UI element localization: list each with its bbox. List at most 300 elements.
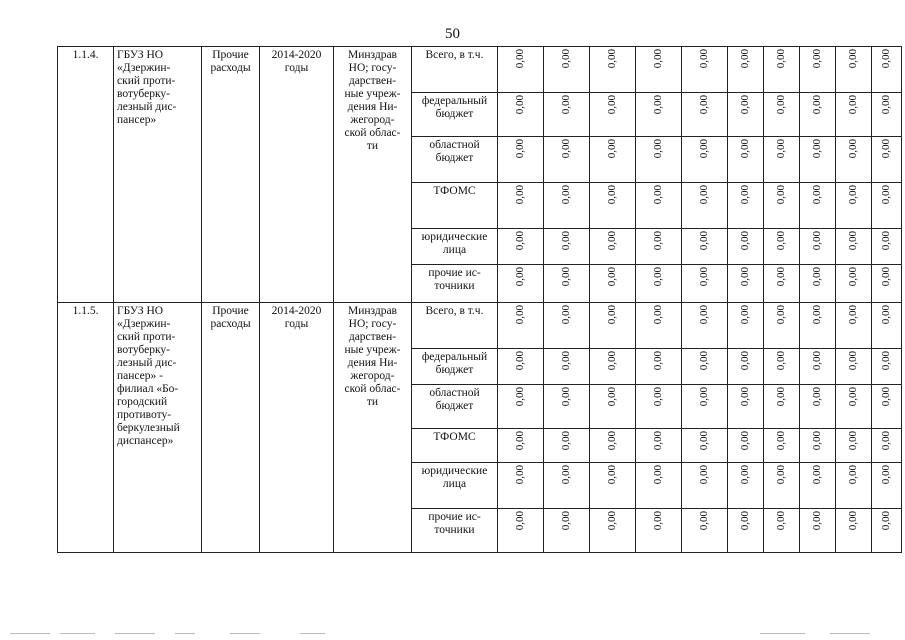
amount-cell (498, 385, 544, 429)
amount-value: 0,00 (880, 465, 892, 485)
amount-cell (836, 429, 872, 463)
amount-value: 0,00 (739, 139, 751, 159)
period-line: 2014-2020 (271, 49, 322, 61)
funding-source-line: областной (429, 139, 480, 151)
funding-source-line: прочие ис- (428, 511, 481, 523)
amount-value: 0,00 (560, 267, 572, 287)
amount-cell (682, 463, 728, 509)
amount-value: 0,00 (698, 231, 710, 251)
amount-value: 0,00 (811, 231, 823, 251)
executor-line: дарствен- (348, 331, 397, 343)
amount-value: 0,00 (739, 305, 751, 325)
amount-value: 0,00 (514, 305, 526, 325)
amount-value: 0,00 (560, 231, 572, 251)
amount-value: 0,00 (811, 465, 823, 485)
amount-value: 0,00 (514, 431, 526, 451)
amount-cell (544, 137, 590, 183)
amount-cell (764, 265, 800, 303)
amount-value: 0,00 (739, 351, 751, 371)
amount-cell (764, 183, 800, 229)
funding-source (412, 137, 498, 183)
amount-value: 0,00 (560, 511, 572, 531)
amount-value: 0,00 (514, 351, 526, 371)
amount-cell (764, 429, 800, 463)
amount-cell (836, 303, 872, 349)
amount-cell (728, 463, 764, 509)
amount-cell (636, 303, 682, 349)
amount-value: 0,00 (560, 139, 572, 159)
amount-value: 0,00 (811, 511, 823, 531)
amount-cell (636, 385, 682, 429)
amount-cell (872, 93, 902, 137)
table-row (58, 303, 902, 349)
amount-value: 0,00 (606, 431, 618, 451)
amount-value: 0,00 (652, 305, 664, 325)
amount-cell (800, 93, 836, 137)
amount-value: 0,00 (514, 511, 526, 531)
executor-line: ти (366, 396, 379, 408)
amount-cell (728, 303, 764, 349)
amount-cell (800, 463, 836, 509)
amount-cell (872, 47, 902, 93)
organization-line: противоту- (117, 409, 172, 421)
amount-value: 0,00 (606, 95, 618, 115)
amount-value: 0,00 (739, 387, 751, 407)
amount-value: 0,00 (847, 511, 859, 531)
amount-cell (872, 229, 902, 265)
amount-value: 0,00 (880, 511, 892, 531)
amount-value: 0,00 (811, 267, 823, 287)
executor (334, 47, 412, 303)
executor-line: ской облас- (344, 383, 401, 395)
amount-value: 0,00 (514, 387, 526, 407)
amount-cell (836, 47, 872, 93)
amount-cell (544, 349, 590, 385)
period-line: 2014-2020 (271, 305, 322, 317)
amount-value: 0,00 (847, 95, 859, 115)
amount-cell (636, 183, 682, 229)
amount-cell (682, 509, 728, 553)
amount-value: 0,00 (880, 49, 892, 69)
amount-value: 0,00 (560, 95, 572, 115)
funding-source (412, 385, 498, 429)
executor-line: дарствен- (348, 75, 397, 87)
period (260, 303, 334, 553)
amount-value: 0,00 (698, 305, 710, 325)
amount-value: 0,00 (880, 139, 892, 159)
period-line: годы (284, 62, 309, 74)
organization-line: вотуберку- (117, 344, 170, 356)
amount-value: 0,00 (775, 351, 787, 371)
amount-value: 0,00 (775, 511, 787, 531)
executor-line: Минздрав (347, 49, 397, 61)
amount-cell (498, 303, 544, 349)
amount-value: 0,00 (514, 185, 526, 205)
funding-source (412, 509, 498, 553)
amount-value: 0,00 (847, 267, 859, 287)
amount-value: 0,00 (811, 185, 823, 205)
amount-cell (682, 265, 728, 303)
amount-cell (682, 429, 728, 463)
amount-value: 0,00 (847, 431, 859, 451)
executor-line: ти (366, 140, 379, 152)
funding-source (412, 183, 498, 229)
amount-value: 0,00 (775, 387, 787, 407)
scan-artifacts (0, 630, 905, 634)
amount-cell (636, 429, 682, 463)
amount-cell (590, 183, 636, 229)
funding-source-line: юридические (421, 231, 488, 243)
amount-cell (498, 93, 544, 137)
funding-source-line: прочие ис- (428, 267, 481, 279)
amount-value: 0,00 (652, 185, 664, 205)
funding-source (412, 303, 498, 349)
amount-value: 0,00 (606, 511, 618, 531)
amount-cell (800, 349, 836, 385)
amount-cell (682, 183, 728, 229)
amount-cell (872, 385, 902, 429)
amount-value: 0,00 (811, 351, 823, 371)
expense-type (202, 303, 260, 553)
amount-cell (590, 93, 636, 137)
amount-cell (498, 463, 544, 509)
amount-value: 0,00 (811, 95, 823, 115)
amount-cell (836, 229, 872, 265)
amount-value: 0,00 (560, 185, 572, 205)
amount-cell (872, 429, 902, 463)
amount-cell (836, 463, 872, 509)
expense-line: расходы (210, 62, 251, 74)
amount-cell (590, 429, 636, 463)
amount-cell (590, 385, 636, 429)
amount-value: 0,00 (775, 139, 787, 159)
funding-source (412, 229, 498, 265)
amount-value: 0,00 (880, 185, 892, 205)
amount-value: 0,00 (739, 185, 751, 205)
amount-value: 0,00 (847, 387, 859, 407)
expense-type (202, 47, 260, 303)
amount-cell (872, 509, 902, 553)
executor-line: ской облас- (344, 127, 401, 139)
amount-value: 0,00 (606, 351, 618, 371)
funding-source (412, 47, 498, 93)
amount-value: 0,00 (698, 95, 710, 115)
amount-cell (872, 303, 902, 349)
amount-value: 0,00 (514, 231, 526, 251)
organization-line: филиал «Бо- (117, 383, 179, 395)
amount-cell (764, 137, 800, 183)
funding-source-line: ТФОМС (433, 185, 476, 197)
organization-line: вотуберку- (117, 88, 170, 100)
amount-cell (590, 265, 636, 303)
amount-cell (872, 349, 902, 385)
amount-cell (498, 183, 544, 229)
amount-cell (800, 183, 836, 229)
amount-value: 0,00 (880, 387, 892, 407)
expense-line: расходы (210, 318, 251, 330)
item-number: 1.1.4. (58, 47, 114, 303)
amount-value: 0,00 (560, 351, 572, 371)
amount-cell (800, 137, 836, 183)
amount-value: 0,00 (606, 49, 618, 69)
amount-value: 0,00 (739, 431, 751, 451)
amount-cell (682, 229, 728, 265)
funding-source-line: федеральный (421, 95, 488, 107)
amount-cell (728, 47, 764, 93)
funding-table-body (58, 47, 902, 553)
amount-cell (836, 137, 872, 183)
amount-value: 0,00 (560, 49, 572, 69)
amount-cell (636, 349, 682, 385)
funding-source-line: федеральный (421, 351, 488, 363)
amount-cell (590, 349, 636, 385)
amount-cell (836, 509, 872, 553)
amount-cell (590, 303, 636, 349)
amount-cell (728, 265, 764, 303)
amount-cell (636, 463, 682, 509)
executor-line: дения Ни- (347, 357, 398, 369)
amount-value: 0,00 (514, 465, 526, 485)
amount-value: 0,00 (560, 465, 572, 485)
funding-source-line: бюджет (435, 400, 474, 412)
amount-cell (682, 349, 728, 385)
amount-cell (544, 183, 590, 229)
funding-source-line: бюджет (435, 108, 474, 120)
amount-value: 0,00 (739, 49, 751, 69)
organization-line: ский проти- (117, 331, 176, 343)
amount-cell (728, 93, 764, 137)
funding-source-line: юридические (421, 465, 488, 477)
amount-cell (544, 463, 590, 509)
amount-value: 0,00 (514, 267, 526, 287)
amount-cell (800, 265, 836, 303)
amount-cell (872, 265, 902, 303)
amount-cell (498, 509, 544, 553)
amount-cell (682, 47, 728, 93)
amount-value: 0,00 (652, 139, 664, 159)
amount-value: 0,00 (606, 267, 618, 287)
amount-value: 0,00 (811, 49, 823, 69)
funding-source-line: Всего, в т.ч. (425, 305, 484, 317)
amount-cell (836, 183, 872, 229)
amount-value: 0,00 (560, 387, 572, 407)
funding-source-line: лица (442, 478, 467, 490)
amount-value: 0,00 (775, 465, 787, 485)
funding-table (57, 46, 902, 553)
amount-cell (836, 265, 872, 303)
amount-cell (764, 47, 800, 93)
funding-source (412, 429, 498, 463)
amount-value: 0,00 (514, 49, 526, 69)
amount-cell (872, 183, 902, 229)
amount-cell (800, 429, 836, 463)
amount-cell (728, 385, 764, 429)
executor-line: ные учреж- (344, 344, 401, 356)
amount-cell (636, 137, 682, 183)
funding-source-line: ТФОМС (433, 431, 476, 443)
amount-value: 0,00 (847, 139, 859, 159)
amount-cell (544, 509, 590, 553)
amount-value: 0,00 (698, 351, 710, 371)
period (260, 47, 334, 303)
amount-cell (498, 47, 544, 93)
amount-value: 0,00 (698, 465, 710, 485)
amount-value: 0,00 (560, 305, 572, 325)
amount-value: 0,00 (698, 49, 710, 69)
amount-cell (590, 509, 636, 553)
organization-line: беркулезный (117, 422, 180, 434)
amount-cell (682, 137, 728, 183)
item-number: 1.1.5. (58, 303, 114, 553)
amount-value: 0,00 (698, 185, 710, 205)
amount-value: 0,00 (652, 351, 664, 371)
amount-value: 0,00 (514, 139, 526, 159)
executor (334, 303, 412, 553)
funding-source-line: лица (442, 244, 467, 256)
amount-cell (800, 47, 836, 93)
amount-cell (872, 463, 902, 509)
amount-cell (836, 93, 872, 137)
organization-line: ГБУЗ НО (117, 49, 164, 61)
organization-line: городский (117, 396, 168, 408)
amount-value: 0,00 (698, 387, 710, 407)
organization-line: «Дзержин- (117, 318, 171, 330)
amount-value: 0,00 (775, 231, 787, 251)
organization-line: ский проти- (117, 75, 176, 87)
amount-value: 0,00 (739, 231, 751, 251)
organization-line: ГБУЗ НО (117, 305, 164, 317)
organization-line: лезный дис- (117, 101, 177, 113)
amount-cell (728, 183, 764, 229)
period-line: годы (284, 318, 309, 330)
amount-cell (764, 463, 800, 509)
amount-cell (544, 429, 590, 463)
amount-cell (498, 265, 544, 303)
amount-value: 0,00 (847, 305, 859, 325)
funding-source (412, 349, 498, 385)
amount-value: 0,00 (775, 95, 787, 115)
amount-value: 0,00 (652, 95, 664, 115)
amount-cell (682, 385, 728, 429)
amount-value: 0,00 (811, 387, 823, 407)
amount-value: 0,00 (652, 465, 664, 485)
amount-value: 0,00 (652, 267, 664, 287)
amount-value: 0,00 (698, 511, 710, 531)
amount-cell (682, 303, 728, 349)
amount-value: 0,00 (739, 95, 751, 115)
executor-line: НО; госу- (348, 318, 397, 330)
amount-cell (590, 137, 636, 183)
amount-cell (764, 303, 800, 349)
amount-value: 0,00 (811, 139, 823, 159)
amount-cell (764, 93, 800, 137)
funding-source (412, 265, 498, 303)
amount-cell (728, 137, 764, 183)
amount-value: 0,00 (811, 431, 823, 451)
amount-value: 0,00 (739, 465, 751, 485)
executor-line: НО; госу- (348, 62, 397, 74)
amount-cell (498, 229, 544, 265)
amount-value: 0,00 (880, 351, 892, 371)
amount-cell (836, 349, 872, 385)
amount-cell (800, 303, 836, 349)
amount-cell (544, 93, 590, 137)
organization-line: «Дзержин- (117, 62, 171, 74)
executor-line: Минздрав (347, 305, 397, 317)
amount-cell (800, 509, 836, 553)
amount-cell (636, 509, 682, 553)
amount-cell (728, 229, 764, 265)
amount-cell (764, 349, 800, 385)
amount-value: 0,00 (775, 267, 787, 287)
amount-cell (544, 47, 590, 93)
amount-value: 0,00 (698, 431, 710, 451)
amount-cell (728, 349, 764, 385)
amount-value: 0,00 (652, 387, 664, 407)
funding-source (412, 93, 498, 137)
organization-line: лезный дис- (117, 357, 177, 369)
amount-cell (498, 349, 544, 385)
amount-value: 0,00 (880, 267, 892, 287)
amount-value: 0,00 (606, 465, 618, 485)
amount-cell (728, 509, 764, 553)
amount-cell (728, 429, 764, 463)
amount-cell (764, 385, 800, 429)
amount-cell (544, 229, 590, 265)
amount-cell (682, 93, 728, 137)
amount-value: 0,00 (880, 431, 892, 451)
amount-cell (636, 229, 682, 265)
amount-value: 0,00 (560, 431, 572, 451)
funding-source-line: бюджет (435, 152, 474, 164)
amount-value: 0,00 (606, 231, 618, 251)
executor-line: жегород- (350, 114, 395, 126)
amount-value: 0,00 (847, 231, 859, 251)
amount-value: 0,00 (880, 305, 892, 325)
amount-value: 0,00 (847, 465, 859, 485)
amount-value: 0,00 (606, 185, 618, 205)
amount-cell (764, 509, 800, 553)
executor-line: ные учреж- (344, 88, 401, 100)
organization-line: пансер» (117, 114, 157, 126)
amount-value: 0,00 (739, 511, 751, 531)
funding-source (412, 463, 498, 509)
amount-cell (590, 463, 636, 509)
amount-cell (590, 47, 636, 93)
amount-value: 0,00 (847, 49, 859, 69)
funding-source-line: областной (429, 387, 480, 399)
funding-source-line: бюджет (435, 364, 474, 376)
expense-line: Прочие (212, 49, 249, 61)
amount-value: 0,00 (775, 305, 787, 325)
amount-cell (544, 385, 590, 429)
amount-value: 0,00 (652, 431, 664, 451)
amount-cell (800, 385, 836, 429)
expense-line: Прочие (212, 305, 249, 317)
funding-source-line: точники (434, 524, 475, 536)
organization-name (114, 303, 202, 553)
amount-value: 0,00 (880, 231, 892, 251)
amount-value: 0,00 (606, 305, 618, 325)
table-row (58, 47, 902, 93)
amount-cell (836, 385, 872, 429)
organization-line: диспансер» (117, 435, 174, 447)
amount-value: 0,00 (775, 431, 787, 451)
amount-value: 0,00 (698, 139, 710, 159)
amount-value: 0,00 (652, 49, 664, 69)
amount-value: 0,00 (698, 267, 710, 287)
amount-cell (636, 265, 682, 303)
